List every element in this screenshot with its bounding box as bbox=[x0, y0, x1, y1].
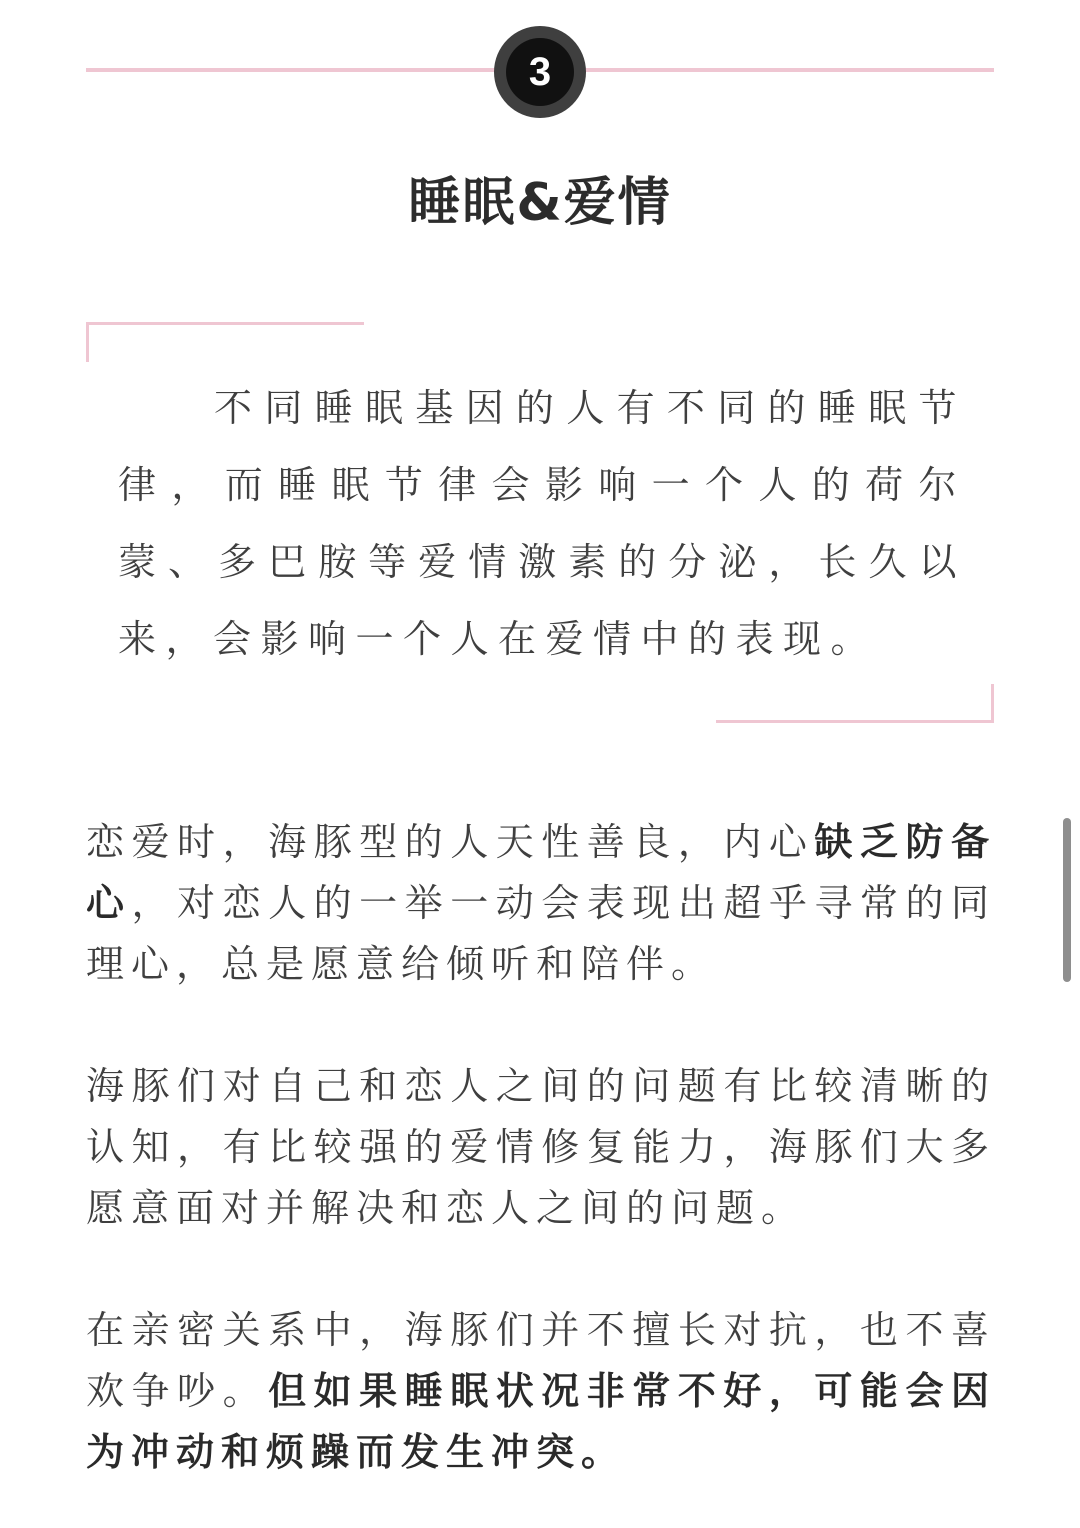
quote-text: 不同睡眠基因的人有不同的睡眠节律，而睡眠节律会影响一个人的荷尔蒙、多巴胺等爱情激素的分泌，长久以来，会影响一个人在爱情中的表现。 bbox=[118, 386, 966, 661]
section-number-badge bbox=[494, 26, 586, 118]
paragraph-2 bbox=[86, 1056, 996, 1239]
paragraph-3-text-a: 在亲密关系中，海豚们并不擅长对抗，也不喜欢争吵。 bbox=[86, 1308, 996, 1413]
quote-frame-top-left-line bbox=[86, 322, 364, 325]
paragraph-1-bold: 缺乏防备心 bbox=[86, 820, 996, 925]
paragraph-1 bbox=[86, 812, 996, 995]
scrollbar-thumb[interactable] bbox=[1063, 818, 1071, 982]
paragraph-3-bold: 但如果睡眠状况非常不好，可能会因为冲动和烦躁而发生冲突。 bbox=[86, 1369, 996, 1474]
section-number: 3 bbox=[506, 38, 574, 106]
quote-frame-top-left-corner bbox=[86, 322, 89, 362]
section-title: 睡眠&爱情 bbox=[408, 173, 672, 233]
paragraph-2-text: 海豚们对自己和恋人之间的问题有比较清晰的认知，有比较强的爱情修复能力，海豚们大多愿意面对并解决和恋人之间的问题。 bbox=[86, 1064, 996, 1230]
paragraph-3 bbox=[86, 1300, 996, 1483]
quote-frame-bottom-right-line bbox=[716, 720, 994, 723]
quote-frame-bottom-right-corner bbox=[991, 684, 994, 723]
paragraph-1-text-a: 恋爱时，海豚型的人天性善良，内心 bbox=[86, 820, 815, 864]
paragraph-1-text-b: ，对恋人的一举一动会表现出超乎寻常的同理心，总是愿意给倾听和陪伴。 bbox=[86, 881, 996, 986]
